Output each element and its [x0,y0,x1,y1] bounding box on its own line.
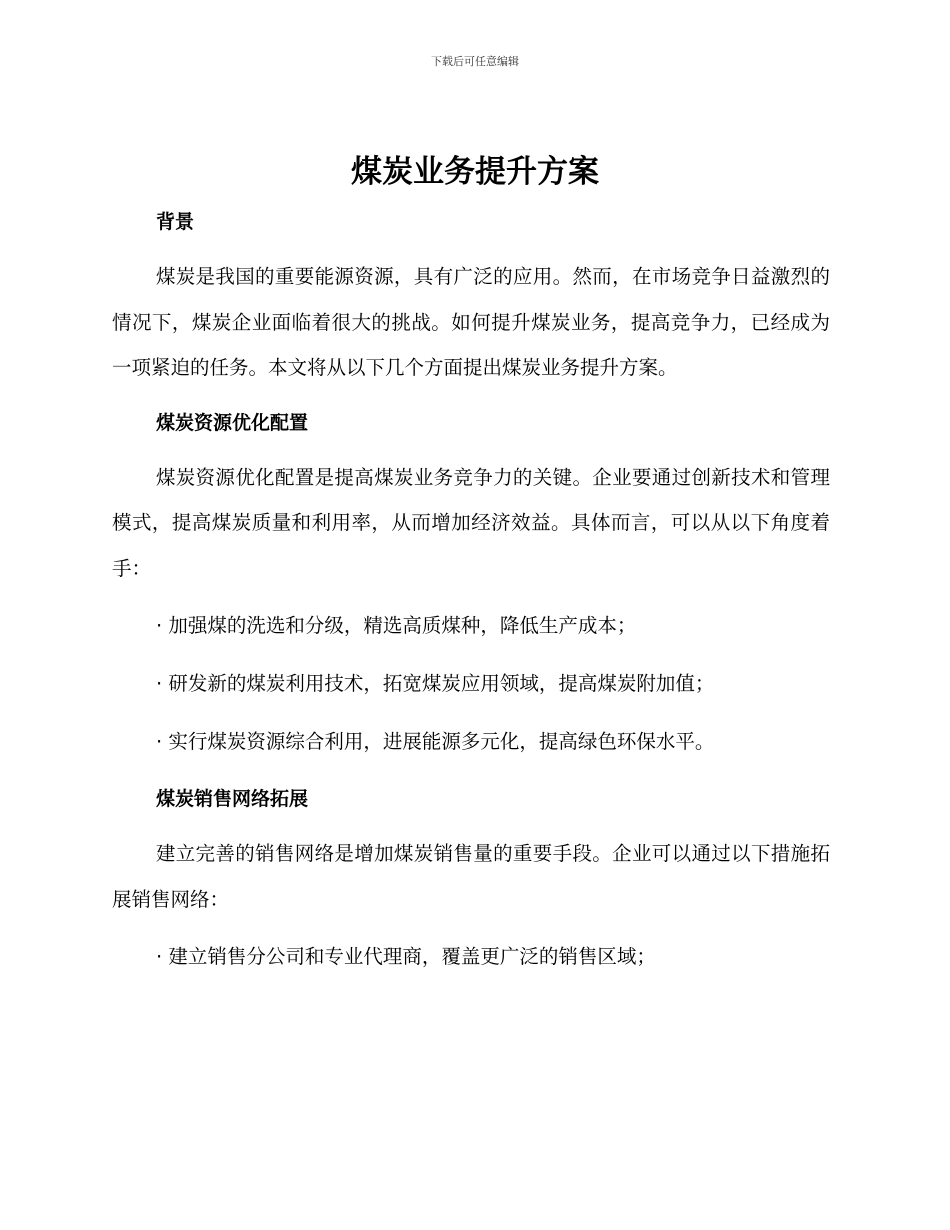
bullet-item: · 建立销售分公司和专业代理商，覆盖更广泛的销售区域； [156,945,656,968]
bullet-item: · 实行煤炭资源综合利用，进展能源多元化，提高绿色环保水平。 [156,730,715,753]
document-body [112,200,830,972]
section-heading-background: 背景 [156,211,195,233]
section-heading-sales-network: 煤炭销售网络拓展 [156,788,309,810]
document-title: 煤炭业务提升方案 [351,154,599,190]
section-paragraph-resource-optimization: 煤炭资源优化配置是提高煤炭业务竞争力的关键。企业要通过创新技术和管理模式，提高煤炭质量和利用率，从而增加经济效益。具体而言，可以从以下角度着手： [112,465,830,580]
page-header-note: 下载后可任意编辑 [431,55,519,68]
section-paragraph-background: 煤炭是我国的重要能源资源，具有广泛的应用。然而，在市场竞争日益激烈的情况下，煤炭企业面临着很大的挑战。如何提升煤炭业务，提高竞争力，已经成为一项紧迫的任务。本文将从以下几个方面提出煤炭业务提升方案。 [112,265,830,379]
bullet-item: · 加强煤的洗选和分级，精选高质煤种，降低生产成本； [156,614,637,637]
section-paragraph-sales-network: 建立完善的销售网络是增加煤炭销售量的重要手段。企业可以通过以下措施拓展销售网络： [112,842,830,911]
bullet-item: · 研发新的煤炭利用技术，拓宽煤炭应用领域，提高煤炭附加值； [156,672,715,695]
section-heading-resource-optimization: 煤炭资源优化配置 [156,411,309,434]
